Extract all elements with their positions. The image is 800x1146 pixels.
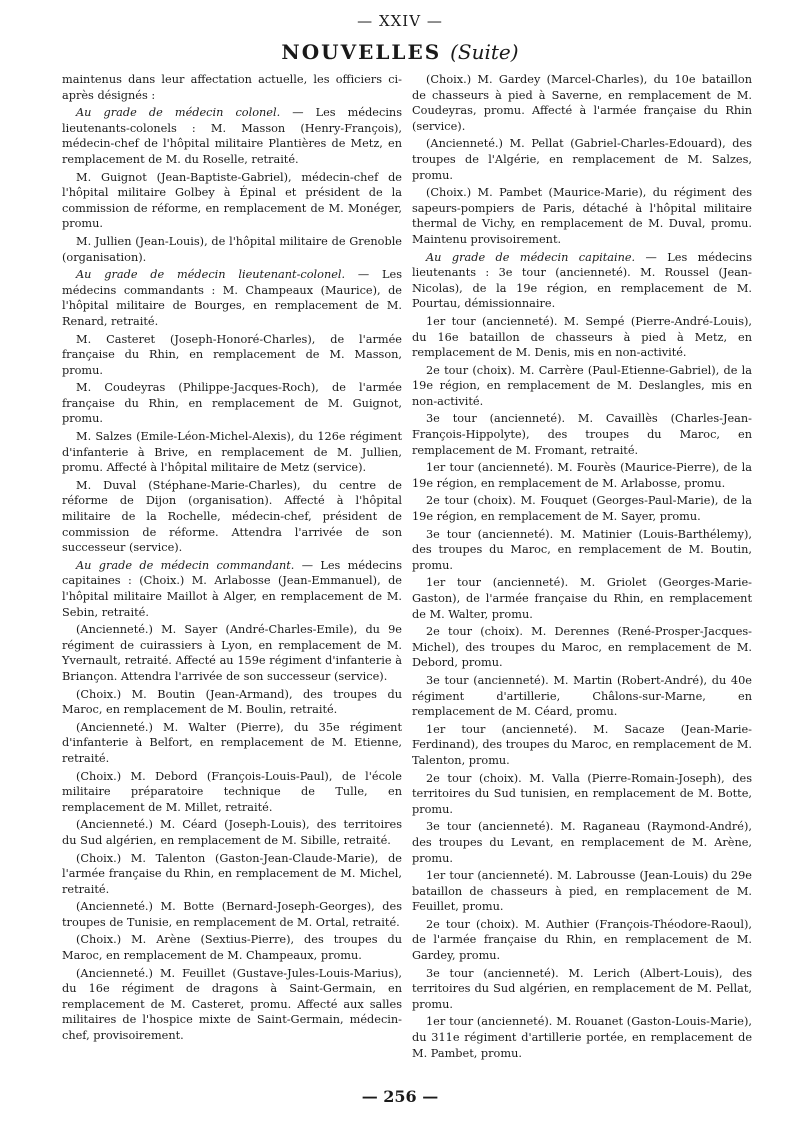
paragraph: [62, 558, 402, 620]
paragraph: 2e tour (choix). M. Fouquet (Georges-Paul-Marie), de la 19e région, en remplacement de M. Sayer, promu.: [412, 494, 752, 524]
page-number: — 256 —: [361, 1087, 439, 1106]
paragraph: 1er tour (ancienneté). M. Rouanet (Gaston-Louis-Marie), du 311e régiment d'artillerie portée, en remplacement de M. Pambet, promu.: [412, 1015, 752, 1060]
paragraph: 2e tour (choix). M. Derennes (René-Prosper-Jacques-Michel), des troupes du Maroc, en remplacement de M. Debord, promu.: [412, 625, 752, 670]
paragraph: M. Salzes (Emile-Léon-Michel-Alexis), du 126e régiment d'infanterie à Brive, en remplacement de M. Jullien, promu. Affecté à l'hôpital militaire de Metz (service).: [62, 430, 402, 475]
paragraph: 1er tour (ancienneté). M. Sempé (Pierre-André-Louis), du 16e bataillon de chasseurs à pied à Metz, en remplacement de M. Denis, mis en non-activité.: [412, 314, 752, 360]
paragraph: (Choix.) M. Debord (François-Louis-Paul), de l'école militaire préparatoire technique de Tulle, en remplacement de M. Millet, retraité.: [62, 769, 402, 814]
paragraph: [62, 267, 402, 329]
paragraph: (Ancienneté.) M. Botte (Bernard-Joseph-Georges), des troupes de Tunisie, en remplacement de M. Ortal, retraité.: [62, 900, 402, 929]
paragraph-body: Les médecins commandants : M. Champeaux (Maurice), de l'hôpital militaire de Bourges, en remplacement de M. Renard, retraité.: [62, 268, 403, 328]
paragraph: 2e tour (choix). M. Valla (Pierre-Romain-Joseph), des territoires du Sud tunisien, en remplacement de M. Botte, promu.: [412, 771, 752, 816]
paragraph: [62, 105, 402, 167]
heading-title: NOUVELLES: [281, 40, 442, 64]
paragraph: 1er tour (ancienneté). M. Sacaze (Jean-Marie-Ferdinand), des troupes du Maroc, en remplacement de M. Talenton, promu.: [412, 722, 752, 767]
paragraph: M. Jullien (Jean-Louis), de l'hôpital militaire de Grenoble (organisation).: [62, 234, 402, 264]
roman-page-number: — XXIV —: [357, 12, 443, 30]
paragraph-body: Les médecins lieutenants : 3e tour (ancienneté). M. Roussel (Jean-Nicolas), de la 19e région, en remplacement de M. Pourtau, démissionnaire.: [412, 250, 752, 311]
paragraph: M. Casteret (Joseph-Honoré-Charles), de l'armée française du Rhin, en remplacement de M. Masson, promu.: [62, 332, 402, 377]
paragraph: 3e tour (ancienneté). M. Cavaillès (Charles-Jean-François-Hippolyte), des troupes du Maroc, en remplacement de M. Fromant, retraité.: [412, 412, 752, 457]
paragraph: maintenus dans leur affectation actuelle, les officiers ci-après désignés :: [62, 73, 402, 102]
paragraph: 3e tour (ancienneté). M. Martin (Robert-André), du 40e régiment d'artillerie, Châlons-sur-Marne, en remplacement de M. Céard, promu.: [412, 673, 752, 719]
paragraph: (Choix.) M. Arène (Sextius-Pierre), des troupes du Maroc, en remplacement de M. Champeaux, promu.: [62, 933, 402, 963]
paragraph: M. Coudeyras (Philippe-Jacques-Roch), de l'armée française du Rhin, en remplacement de M. Guignot, promu.: [62, 381, 402, 426]
paragraph: 3e tour (ancienneté). M. Raganeau (Raymond-André), des troupes du Levant, en remplacement de M. Arène, promu.: [412, 820, 752, 865]
paragraph-body: Les médecins capitaines : (Choix.) M. Arlabosse (Jean-Emmanuel), de l'hôpital militaire Maillot à Alger, en remplacement de M. Sebin, retraité.: [62, 558, 402, 619]
paragraph: (Choix.) M. Boutin (Jean-Armand), des troupes du Maroc, en remplacement de M. Boulin, retraité.: [62, 687, 402, 717]
paragraph: (Ancienneté.) M. Sayer (André-Charles-Emile), du 9e régiment de cuirassiers à Lyon, en remplacement de M. Yvernault, retraité. Affecté au 159e régiment d'infanterie à Briançon. Attendra l'arrivée de son successeur (service).: [62, 623, 402, 683]
paragraph: 1er tour (ancienneté). M. Griolet (Georges-Marie-Gaston), de l'armée française du Rhin, en remplacement de M. Walter, promu.: [412, 576, 752, 621]
right-column: [412, 72, 752, 1063]
heading-subtitle: (Suite): [450, 40, 519, 64]
paragraph: [412, 250, 752, 312]
paragraph: 3e tour (ancienneté). M. Matinier (Louis-Barthélemy), des troupes du Maroc, en remplacement de M. Boutin, promu.: [412, 527, 752, 572]
paragraph: M. Guignot (Jean-Baptiste-Gabriel), médecin-chef de l'hôpital militaire Golbey à Épinal et président de la commission de réforme, en remplacement de M. Monéger, promu.: [62, 170, 402, 231]
grade-heading: Au grade de médecin capitaine. —: [426, 250, 657, 264]
paragraph: (Ancienneté.) M. Céard (Joseph-Louis), des territoires du Sud algérien, en remplacement de M. Sibille, retraité.: [62, 818, 402, 847]
paragraph: (Choix.) M. Pambet (Maurice-Marie), du régiment des sapeurs-pompiers de Paris, détaché à l'hôpital militaire thermal de Vichy, en remplacement de M. Duval, promu. Maintenu provisoirement.: [412, 186, 752, 246]
paragraph: (Ancienneté.) M. Feuillet (Gustave-Jules-Louis-Marius), du 16e régiment de dragons à Saint-Germain, en remplacement de M. Casteret, promu. Affecté aux salles militaires de l'hospice mixte de Saint-Germain, médecin-chef, provisoirement.: [62, 966, 402, 1043]
grade-heading: Au grade de médecin lieutenant-colonel. —: [76, 268, 370, 282]
paragraph: (Ancienneté.) M. Walter (Pierre), du 35e régiment d'infanterie à Belfort, en remplacement de M. Etienne, retraité.: [62, 720, 402, 765]
paragraph: (Choix.) M. Gardey (Marcel-Charles), du 10e bataillon de chasseurs à pied à Saverne, en remplacement de M. Coudeyras, promu. Affecté à l'armée française du Rhin (service).: [412, 73, 752, 133]
paragraph: 3e tour (ancienneté). M. Lerich (Albert-Louis), des territoires du Sud algérien, en remplacement de M. Pellat, promu.: [412, 966, 752, 1011]
paragraph: 2e tour (choix). M. Carrère (Paul-Etienne-Gabriel), de la 19e région, en remplacement de M. Deslangles, mis en non-activité.: [412, 363, 752, 408]
paragraph: M. Duval (Stéphane-Marie-Charles), du centre de réforme de Dijon (organisation). Affecté à l'hôpital militaire de la Rochelle, médecin-chef, président de commission de réforme. Attendra l'arrivée de son successeur (service).: [62, 478, 402, 555]
paragraph-body: Les médecins lieutenants-colonels : M. Masson (Henry-François), médecin-chef de l'hôpital militaire Plantières de Metz, en remplacement de M. du Roselle, retraité.: [62, 106, 403, 166]
paragraph: (Choix.) M. Talenton (Gaston-Jean-Claude-Marie), de l'armée française du Rhin, en remplacement de M. Michel, retraité.: [62, 851, 402, 896]
section-heading: [0, 40, 800, 64]
paragraph: 1er tour (ancienneté). M. Fourès (Maurice-Pierre), de la 19e région, en remplacement de M. Arlabosse, promu.: [412, 461, 752, 490]
left-column: [62, 72, 402, 1046]
paragraph: (Ancienneté.) M. Pellat (Gabriel-Charles-Edouard), des troupes de l'Algérie, en remplacement de M. Salzes, promu.: [412, 137, 752, 182]
grade-heading: Au grade de médecin commandant. —: [76, 558, 314, 572]
paragraph: 2e tour (choix). M. Authier (François-Théodore-Raoul), de l'armée française du Rhin, en remplacement de M. Gardey, promu.: [412, 917, 752, 963]
paragraph: 1er tour (ancienneté). M. Labrousse (Jean-Louis) du 29e bataillon de chasseurs à pied, en remplacement de M. Feuillet, promu.: [412, 869, 752, 914]
grade-heading: Au grade de médecin colonel. —: [76, 106, 304, 120]
